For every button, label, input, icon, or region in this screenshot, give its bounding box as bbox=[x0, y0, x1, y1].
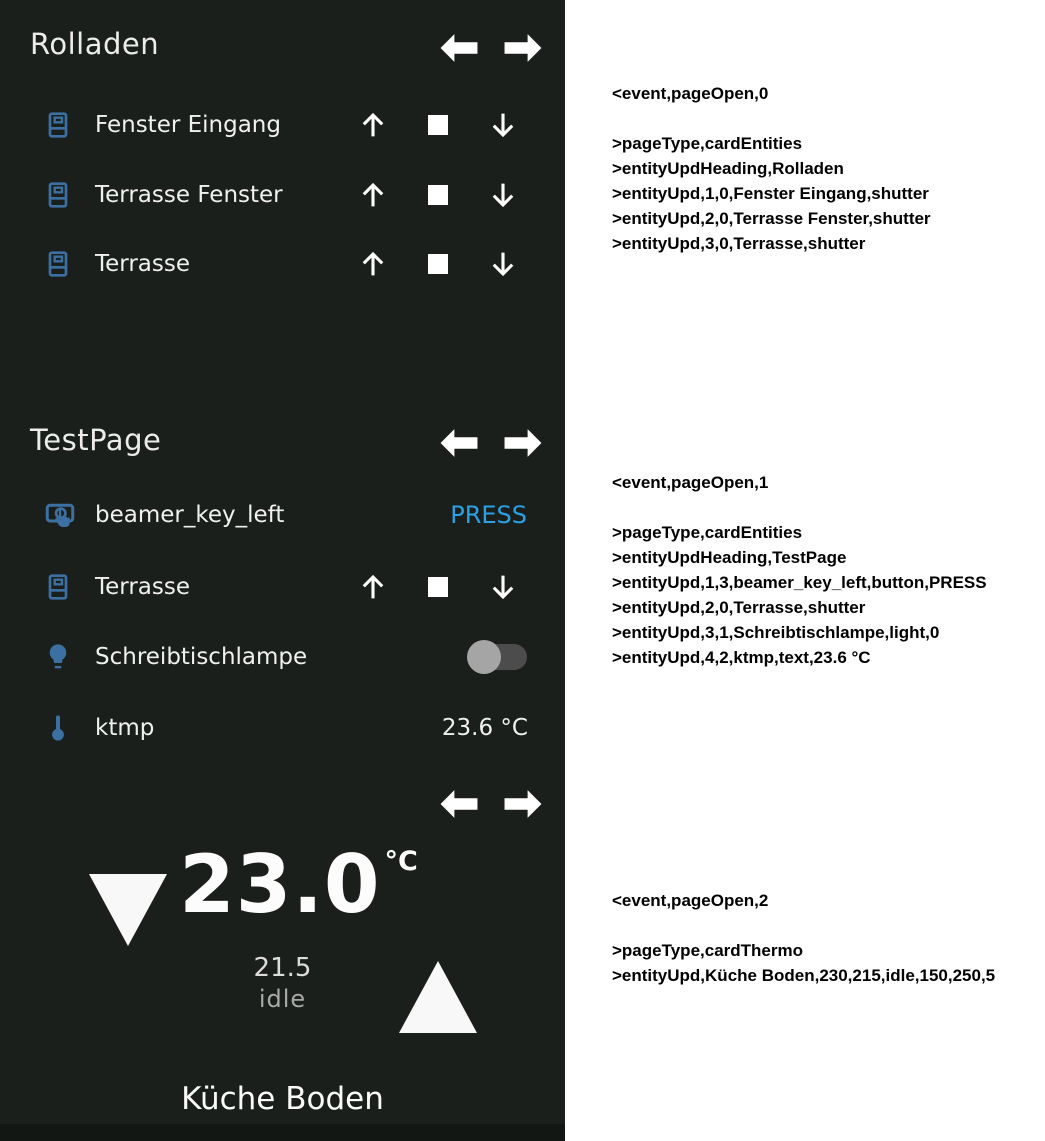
nav-prev-button[interactable] bbox=[439, 33, 479, 63]
shutter-controls bbox=[340, 559, 535, 615]
shutter-stop-button[interactable] bbox=[405, 97, 470, 153]
window-shutter-icon bbox=[42, 179, 74, 211]
serial-log-block-page1 bbox=[612, 470, 1042, 670]
page-title-rolladen: Rolladen bbox=[30, 27, 160, 61]
log-line: >entityUpd,3,0,Terrasse,shutter bbox=[612, 234, 866, 253]
shutter-stop-button[interactable] bbox=[405, 236, 470, 292]
shutter-up-button[interactable] bbox=[340, 97, 405, 153]
log-line: >entityUpd,2,0,Terrasse Fenster,shutter bbox=[612, 209, 931, 228]
log-line bbox=[612, 913, 1042, 938]
window-shutter-icon bbox=[42, 109, 74, 141]
log-line: <event,pageOpen,1 bbox=[612, 473, 769, 492]
entity-label: Terrasse Fenster bbox=[95, 182, 283, 208]
arrow-left-icon bbox=[439, 33, 479, 63]
nav-next-button[interactable] bbox=[503, 789, 543, 819]
entity-label: Schreibtischlampe bbox=[95, 644, 308, 670]
nav-next-button[interactable] bbox=[503, 428, 543, 458]
log-line: >entityUpdHeading,Rolladen bbox=[612, 159, 844, 178]
lightbulb-icon bbox=[42, 641, 74, 673]
up-arrow-icon bbox=[356, 570, 390, 604]
arrow-right-icon bbox=[503, 428, 543, 458]
shutter-controls bbox=[340, 236, 535, 292]
window-shutter-icon bbox=[42, 571, 74, 603]
entity-label: Fenster Eingang bbox=[95, 112, 281, 138]
entity-row-light bbox=[0, 629, 565, 685]
entity-row-button bbox=[0, 487, 565, 543]
nav-arrows bbox=[439, 428, 543, 458]
serial-log-block-page2 bbox=[612, 888, 1042, 988]
gesture-tap-button-icon bbox=[42, 497, 78, 533]
entity-label: ktmp bbox=[95, 715, 155, 741]
shutter-stop-button[interactable] bbox=[405, 167, 470, 223]
thermostat-name: Küche Boden bbox=[181, 1081, 384, 1117]
entity-row-shutter bbox=[0, 559, 565, 615]
press-button[interactable]: PRESS bbox=[450, 501, 527, 529]
nav-prev-button[interactable] bbox=[439, 789, 479, 819]
thermometer-icon bbox=[42, 712, 74, 744]
log-line: <event,pageOpen,0 bbox=[612, 84, 769, 103]
entity-label: beamer_key_left bbox=[95, 502, 285, 528]
serial-log-block-page0 bbox=[612, 81, 1042, 256]
nav-arrows bbox=[439, 33, 543, 63]
down-arrow-icon bbox=[486, 570, 520, 604]
up-arrow-icon bbox=[356, 178, 390, 212]
light-toggle[interactable] bbox=[470, 644, 527, 670]
shutter-down-button[interactable] bbox=[470, 559, 535, 615]
toggle-knob bbox=[467, 640, 501, 674]
nav-prev-button[interactable] bbox=[439, 428, 479, 458]
page-title-testpage: TestPage bbox=[30, 423, 162, 457]
log-line: <event,pageOpen,2 bbox=[612, 891, 769, 910]
arrow-left-icon bbox=[439, 428, 479, 458]
log-line: >entityUpd,Küche Boden,230,215,idle,150,250,5 bbox=[612, 966, 996, 985]
log-line: >pageType,cardThermo bbox=[612, 941, 803, 960]
stop-square-icon bbox=[428, 254, 448, 274]
entity-row-text bbox=[0, 700, 565, 756]
panel-bottom-edge bbox=[0, 1124, 565, 1141]
hvac-state: idle bbox=[258, 985, 307, 1013]
current-temperature-value: 23.0 bbox=[179, 838, 381, 931]
triangle-down-icon bbox=[89, 874, 167, 961]
shutter-up-button[interactable] bbox=[340, 559, 405, 615]
up-arrow-icon bbox=[356, 108, 390, 142]
arrow-right-icon bbox=[503, 789, 543, 819]
log-line: >pageType,cardEntities bbox=[612, 523, 803, 542]
shutter-up-button[interactable] bbox=[340, 236, 405, 292]
entity-row-shutter bbox=[0, 236, 565, 292]
down-arrow-icon bbox=[486, 178, 520, 212]
arrow-left-icon bbox=[439, 789, 479, 819]
nav-next-button[interactable] bbox=[503, 33, 543, 63]
down-arrow-icon bbox=[486, 247, 520, 281]
log-line: >pageType,cardEntities bbox=[612, 134, 803, 153]
temperature-unit: °C bbox=[384, 846, 418, 877]
shutter-down-button[interactable] bbox=[470, 97, 535, 153]
shutter-controls bbox=[340, 97, 535, 153]
stop-square-icon bbox=[428, 577, 448, 597]
stop-square-icon bbox=[428, 115, 448, 135]
arrow-right-icon bbox=[503, 33, 543, 63]
log-line: >entityUpd,2,0,Terrasse,shutter bbox=[612, 598, 866, 617]
nav-arrows bbox=[439, 789, 543, 819]
sensor-value: 23.6 °C bbox=[441, 715, 528, 741]
window-shutter-icon bbox=[42, 248, 74, 280]
entity-row-shutter bbox=[0, 97, 565, 153]
log-line: >entityUpd,3,1,Schreibtischlampe,light,0 bbox=[612, 623, 940, 642]
shutter-up-button[interactable] bbox=[340, 167, 405, 223]
log-line bbox=[612, 106, 1042, 131]
down-arrow-icon bbox=[486, 108, 520, 142]
stop-square-icon bbox=[428, 185, 448, 205]
log-line: >entityUpdHeading,TestPage bbox=[612, 548, 847, 567]
log-line bbox=[612, 495, 1042, 520]
target-temperature: 21.5 bbox=[253, 953, 312, 983]
shutter-controls bbox=[340, 167, 535, 223]
shutter-stop-button[interactable] bbox=[405, 559, 470, 615]
log-line: >entityUpd,1,0,Fenster Eingang,shutter bbox=[612, 184, 929, 203]
up-arrow-icon bbox=[356, 247, 390, 281]
entity-row-shutter bbox=[0, 167, 565, 223]
entity-label: Terrasse bbox=[95, 251, 191, 277]
log-line: >entityUpd,4,2,ktmp,text,23.6 °C bbox=[612, 648, 871, 667]
entity-label: Terrasse bbox=[95, 574, 191, 600]
log-line: >entityUpd,1,3,beamer_key_left,button,PRESS bbox=[612, 573, 987, 592]
shutter-down-button[interactable] bbox=[470, 167, 535, 223]
shutter-down-button[interactable] bbox=[470, 236, 535, 292]
